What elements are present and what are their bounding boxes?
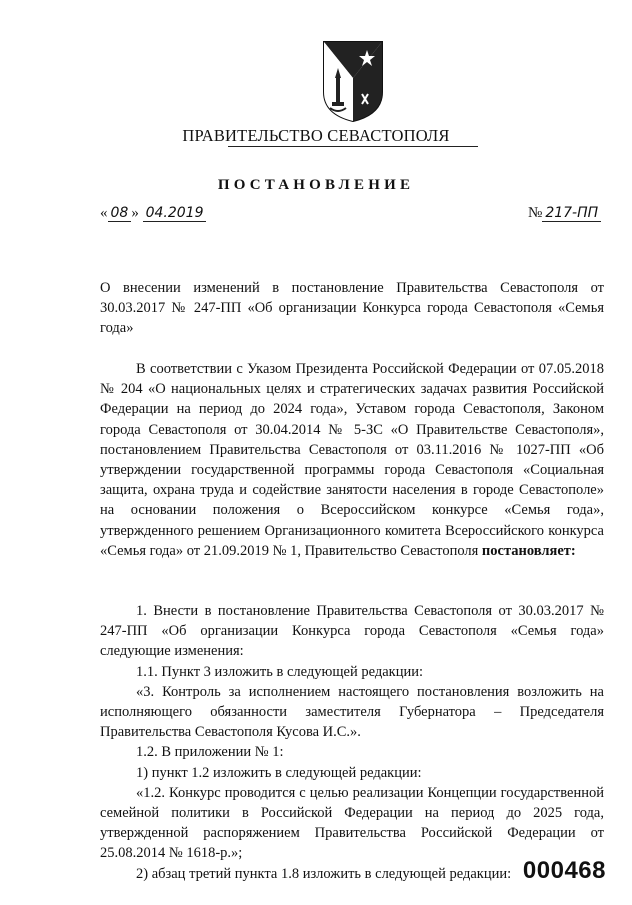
document-type-title: ПОСТАНОВЛЕНИЕ (217, 177, 415, 193)
body-item-1-1: 1.1. Пункт 3 изложить в следующей редакции: (136, 663, 424, 680)
preamble-resolve: постановляет: (481, 542, 576, 559)
body-item-sub-1: 1) пункт 1.2 изложить в следующей редакции: (136, 764, 422, 781)
body-item-quote-1-2: «1.2. Конкурс проводится с целью реализации Концепции государственной семейной политики в Российской Федерации на период до 2025 года, утвержденной распоряжением Правительства Российской Федерации от 25.08.2014 № 1618-р.»; (100, 784, 604, 862)
date-open-quote: « (100, 205, 108, 221)
date-close-quote: » (131, 205, 139, 221)
preamble-text: В соответствии с Указом Президента Российской Федерации от 07.05.2018 № 204 «О национальных целях и стратегических задачах развития Российской Федерации на период до 2024 года», Уставом города Севастополя, Законом города Севастополя от 30.04.2014 № 5-ЗС «О Правительстве Севастополя», постановлением Правительства Севастополя от 03.11.2016 № 1027-ПП «Об утверждении государственной программы города Севастополя «Социальная защита, охрана труда и содействие занятости населения в городе Севастополе» на основании положения о Всероссийском конкурсе «Семья года», утвержденного решением Организационного комитета Всероссийского конкурса «Семья года» от 21.09.2019 № 1, Правительство Севастополя (100, 361, 604, 559)
body-item-1-2: 1.2. В приложении № 1: (136, 744, 284, 761)
body-block (100, 601, 604, 884)
number-value: 217-ПП (542, 205, 601, 222)
body-item-1: 1. Внести в постановление Правительства Севастополя от 30.03.2017 № 247-ПП «Об организации Конкурса города Севастополя «Семья года» следующие изменения: (100, 603, 604, 660)
date-day: 08 (108, 205, 132, 222)
subject-block (100, 278, 604, 339)
document-number (528, 205, 601, 222)
number-prefix: № (528, 205, 543, 221)
document-date (100, 205, 206, 222)
header-rule (228, 146, 478, 147)
subject-text: О внесении изменений в постановление Правительства Севастополя от 30.03.2017 № 247-ПП «Об организации Конкурса города Севастополя «Семья года» (100, 280, 604, 337)
date-month-year: 04.2019 (143, 205, 207, 222)
body-item-sub-2: 2) абзац третий пункта 1.8 изложить в следующей редакции: (136, 865, 512, 882)
sevastopol-coat-of-arms-icon (322, 38, 384, 123)
serial-number: 000468 (522, 857, 606, 884)
government-name: ПРАВИТЕЛЬСТВО СЕВАСТОПОЛЯ (182, 126, 450, 145)
preamble-paragraph (100, 359, 604, 561)
body-item-quote-3: «3. Контроль за исполнением настоящего постановления возложить на исполняющего обязанности заместителя Губернатора – Председателя Правительства Севастополя Кусова И.С.». (100, 683, 604, 741)
preamble-block (100, 359, 604, 561)
